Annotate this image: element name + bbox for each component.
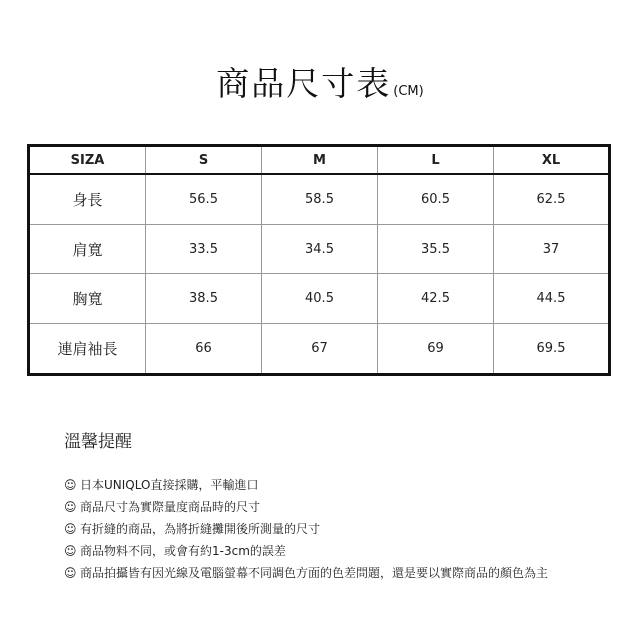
header-cell: SIZA — [29, 146, 146, 175]
header-cell: L — [378, 146, 494, 175]
row-label: 肩寬 — [29, 224, 146, 273]
table-cell: 44.5 — [494, 274, 610, 323]
row-label: 胸寬 — [29, 274, 146, 323]
smile-icon: ☺ — [64, 566, 77, 580]
header-cell: XL — [494, 146, 610, 175]
table-cell: 60.5 — [378, 174, 494, 224]
table-row — [29, 323, 610, 374]
table-cell: 62.5 — [494, 174, 610, 224]
table-header-row — [29, 146, 610, 175]
table-row — [29, 224, 610, 273]
table-cell: 67 — [262, 323, 378, 374]
list-item — [64, 496, 548, 518]
notice-text: 商品拍攝皆有因光線及電腦螢幕不同調色方面的色差問題，還是要以實際商品的顏色為主 — [80, 566, 549, 580]
header-cell: M — [262, 146, 378, 175]
smile-icon: ☺ — [64, 500, 77, 514]
notice-text: 有折縫的商品，為將折縫攤開後所測量的尺寸 — [80, 522, 321, 536]
table-cell: 58.5 — [262, 174, 378, 224]
table-cell: 56.5 — [146, 174, 262, 224]
table-row — [29, 274, 610, 323]
list-item — [64, 540, 548, 562]
unit-label: (CM) — [393, 84, 424, 99]
table-cell: 35.5 — [378, 224, 494, 273]
table-cell: 42.5 — [378, 274, 494, 323]
notice-title: 溫馨提醒 — [64, 432, 132, 452]
notice-list — [64, 474, 548, 584]
title-block — [0, 58, 640, 105]
smile-icon: ☺ — [64, 544, 77, 558]
table-cell: 69 — [378, 323, 494, 374]
list-item — [64, 474, 548, 496]
table-cell: 37 — [494, 224, 610, 273]
list-item — [64, 562, 548, 584]
row-label: 身長 — [29, 174, 146, 224]
table-cell: 34.5 — [262, 224, 378, 273]
size-table — [27, 144, 611, 376]
notice-text: 商品物料不同，或會有約1-3cm的誤差 — [80, 544, 286, 558]
smile-icon: ☺ — [64, 522, 77, 536]
notice-text: 商品尺寸為實際量度商品時的尺寸 — [80, 500, 261, 514]
list-item — [64, 518, 548, 540]
notice-text: 日本UNIQLO直接採購，平輸進口 — [80, 478, 259, 492]
table-cell: 33.5 — [146, 224, 262, 273]
table-row — [29, 174, 610, 224]
table-cell: 40.5 — [262, 274, 378, 323]
smile-icon: ☺ — [64, 478, 77, 492]
table-cell: 69.5 — [494, 323, 610, 374]
row-label: 連肩袖長 — [29, 323, 146, 374]
page-title: 商品尺寸表 — [216, 64, 392, 103]
header-cell: S — [146, 146, 262, 175]
table-cell: 66 — [146, 323, 262, 374]
table-cell: 38.5 — [146, 274, 262, 323]
